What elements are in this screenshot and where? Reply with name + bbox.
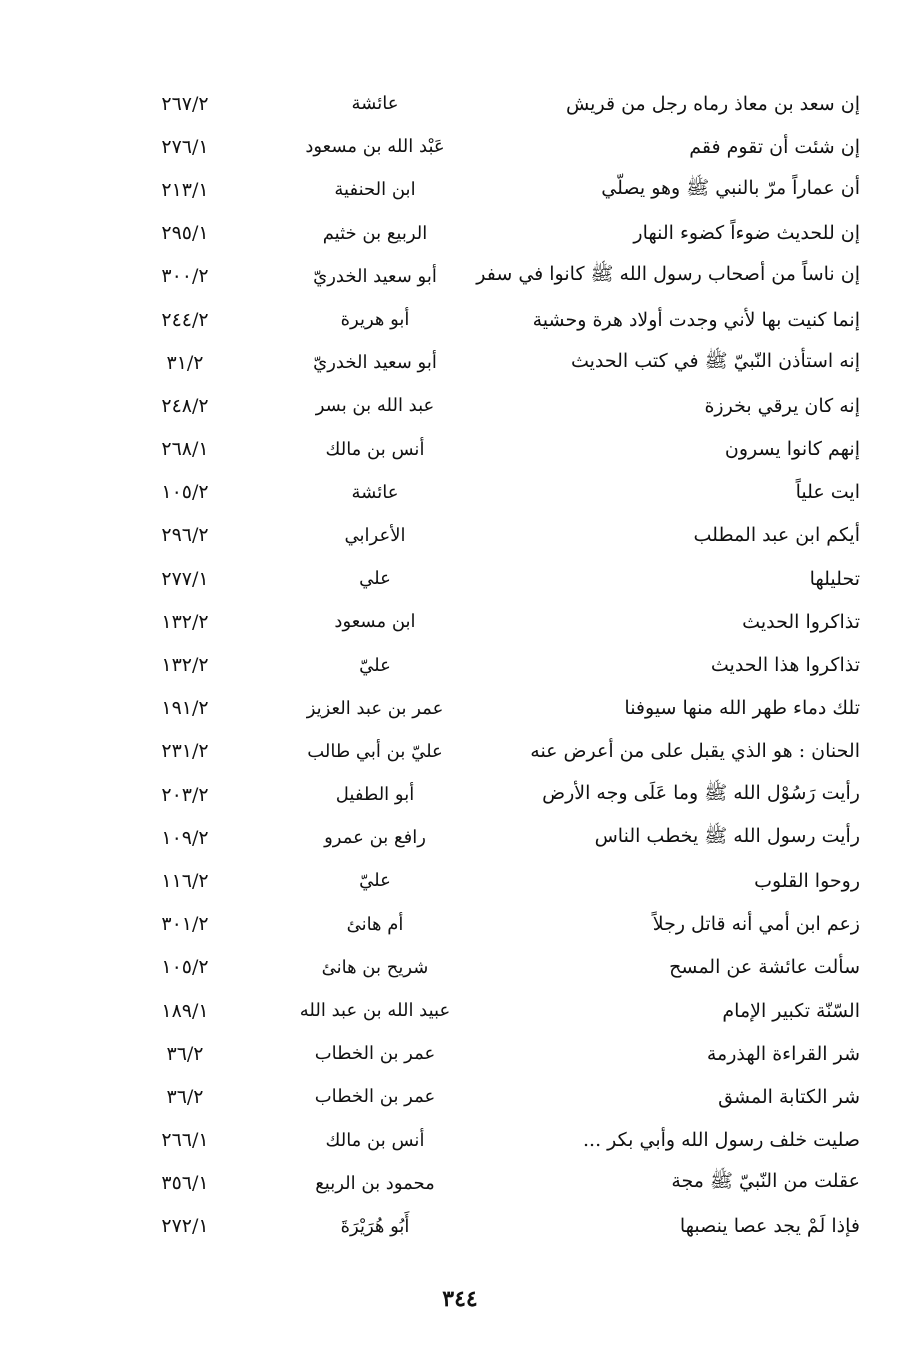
narrator-name: عائشة [351,481,399,503]
index-row [100,816,860,859]
hadith-text: إنهم كانوا يسرون [724,438,860,461]
volume-page-reference: ١٩١/٢ [161,697,209,720]
index-row [100,989,860,1032]
hadith-index-table [100,82,860,1248]
narrator-name: عائشة [351,93,399,115]
volume-page-reference: ١٠٥/٢ [161,481,209,504]
narrator-name: عبيد الله بن عبد الله [299,1000,451,1022]
volume-page-reference: ١٠٩/٢ [161,826,209,849]
narrator-name: عمر بن الخطاب [314,1043,436,1065]
narrator-name: الربيع بن خثيم [322,222,428,244]
hadith-text: إن شئت أن تقوم فقم [689,135,860,158]
index-row [100,384,860,427]
volume-page-reference: ٢٣١/٢ [161,740,209,763]
hadith-text: أن عماراً مرّ بالنبي ﷺ وهو يصلّي [601,176,860,199]
hadith-text: فإذا لَمْ يجد عصا ينصبها [679,1215,860,1238]
volume-page-reference: ٢٦٧/٢ [161,92,209,115]
index-row [100,643,860,686]
hadith-text: روحوا القلوب [754,869,860,892]
page-number: ٣٤٤ [442,1286,478,1312]
volume-page-reference: ٣٠١/٢ [161,913,209,936]
volume-page-reference: ٢٦٦/١ [161,1129,209,1152]
hadith-text: إنه كان يرقي بخرزة [704,394,860,417]
index-row [100,600,860,643]
index-row [100,514,860,557]
hadith-text: صليت خلف رسول الله وأبي بكر ... [583,1129,860,1152]
hadith-text: شر القراءة الهذرمة [706,1042,860,1065]
index-row [100,1205,860,1248]
index-row [100,1119,860,1162]
index-row [100,125,860,168]
hadith-text: زعم ابن أمي أنه قاتل رجلاً [652,913,860,936]
narrator-name: أنس بن مالك [325,438,425,460]
hadith-text: ايت علياً [795,481,860,504]
narrator-name: عبد الله بن بسر [315,395,435,417]
volume-page-reference: ٢٩٥/١ [161,222,209,245]
volume-page-reference: ٣٠٠/٢ [161,265,209,288]
volume-page-reference: ٣٥٦/١ [161,1172,209,1195]
hadith-text: أيكم ابن عبد المطلب [693,524,860,547]
hadith-text: تذاكروا هذا الحديث [710,654,860,677]
volume-page-reference: ١٣٢/٢ [161,654,209,677]
index-row [100,341,860,384]
index-row [100,859,860,902]
volume-page-reference: ١٨٩/١ [161,999,209,1022]
index-row [100,428,860,471]
hadith-text: إن سعد بن معاذ رماه رجل من قريش [565,92,860,115]
index-row [100,1075,860,1118]
volume-page-reference: ٢٧٢/١ [161,1215,209,1238]
volume-page-reference: ٢٤٨/٢ [161,394,209,417]
narrator-name: شريح بن هانئ [321,956,429,978]
index-row [100,298,860,341]
hadith-text: رأيت رَسُوْل الله ﷺ وما عَلَى وجه الأرض [542,781,860,804]
volume-page-reference: ٢٤٤/٢ [161,308,209,331]
narrator-name: رافع بن عمرو [324,827,426,849]
volume-page-reference: ١١٦/٢ [161,869,209,892]
hadith-text: إن ناساً من أصحاب رسول الله ﷺ كانوا في سفر [476,263,860,286]
hadith-text: إن للحديث ضوءاً كضوء النهار [633,222,860,245]
volume-page-reference: ٢٩٦/٢ [161,524,209,547]
hadith-text: شر الكتابة المشق [718,1085,860,1108]
index-row [100,946,860,989]
index-row [100,255,860,298]
index-row [100,168,860,211]
index-row [100,1032,860,1075]
narrator-name: عليّ بن أبي طالب [307,740,443,762]
volume-page-reference: ٢١٣/١ [161,178,209,201]
narrator-name: عمر بن عبد العزيز [306,697,444,719]
narrator-name: أبو هريرة [340,309,410,331]
narrator-name: عَبْد الله بن مسعود [305,136,445,158]
index-row [100,82,860,125]
volume-page-reference: ٢٧٧/١ [161,567,209,590]
index-row [100,903,860,946]
volume-page-reference: ٣٦/٢ [166,1085,204,1108]
narrator-name: أبو سعيد الخدريّ [313,265,437,287]
index-row [100,773,860,816]
index-row [100,557,860,600]
narrator-name: عمر بن الخطاب [314,1086,436,1108]
narrator-name: عليّ [359,654,391,676]
hadith-text: الحنان : هو الذي يقبل على من أعرض عنه [530,740,860,763]
narrator-name: أبو سعيد الخدريّ [313,352,437,374]
hadith-text: السّنّة تكبير الإمام [722,999,860,1022]
index-row [100,1162,860,1205]
index-row [100,471,860,514]
volume-page-reference: ٢٠٣/٢ [161,783,209,806]
index-row [100,687,860,730]
volume-page-reference: ٣١/٢ [166,351,204,374]
index-row [100,730,860,773]
narrator-name: عليّ [359,870,391,892]
hadith-text: تلك دماء طهر الله منها سيوفنا [624,697,860,720]
volume-page-reference: ٢٦٨/١ [161,438,209,461]
volume-page-reference: ٢٧٦/١ [161,135,209,158]
volume-page-reference: ١٣٢/٢ [161,610,209,633]
hadith-text: تذاكروا الحديث [742,610,860,633]
narrator-name: ابن مسعود [334,611,416,633]
narrator-name: أَبُو هُرَيْرَةَ [340,1215,410,1237]
narrator-name: الأعرابي [344,524,406,546]
narrator-name: أنس بن مالك [325,1129,425,1151]
narrator-name: أم هانئ [346,913,404,935]
hadith-text: إنما كنيت بها لأني وجدت أولاد هرة وحشية [532,308,860,331]
narrator-name: محمود بن الربيع [315,1172,435,1194]
narrator-name: علي [359,568,391,590]
hadith-text: إنه استأذن النّبيّ ﷺ في كتب الحديث [570,349,860,372]
hadith-text: عقلت من النّبيّ ﷺ مجة [671,1170,860,1193]
narrator-name: ابن الحنفية [334,179,416,201]
hadith-text: سألت عائشة عن المسح [669,956,860,979]
volume-page-reference: ٣٦/٢ [166,1042,204,1065]
narrator-name: أبو الطفيل [335,784,415,806]
volume-page-reference: ١٠٥/٢ [161,956,209,979]
index-row [100,212,860,255]
hadith-text: رأيت رسول الله ﷺ يخطب الناس [594,824,860,847]
hadith-text: تحليلها [809,567,860,590]
